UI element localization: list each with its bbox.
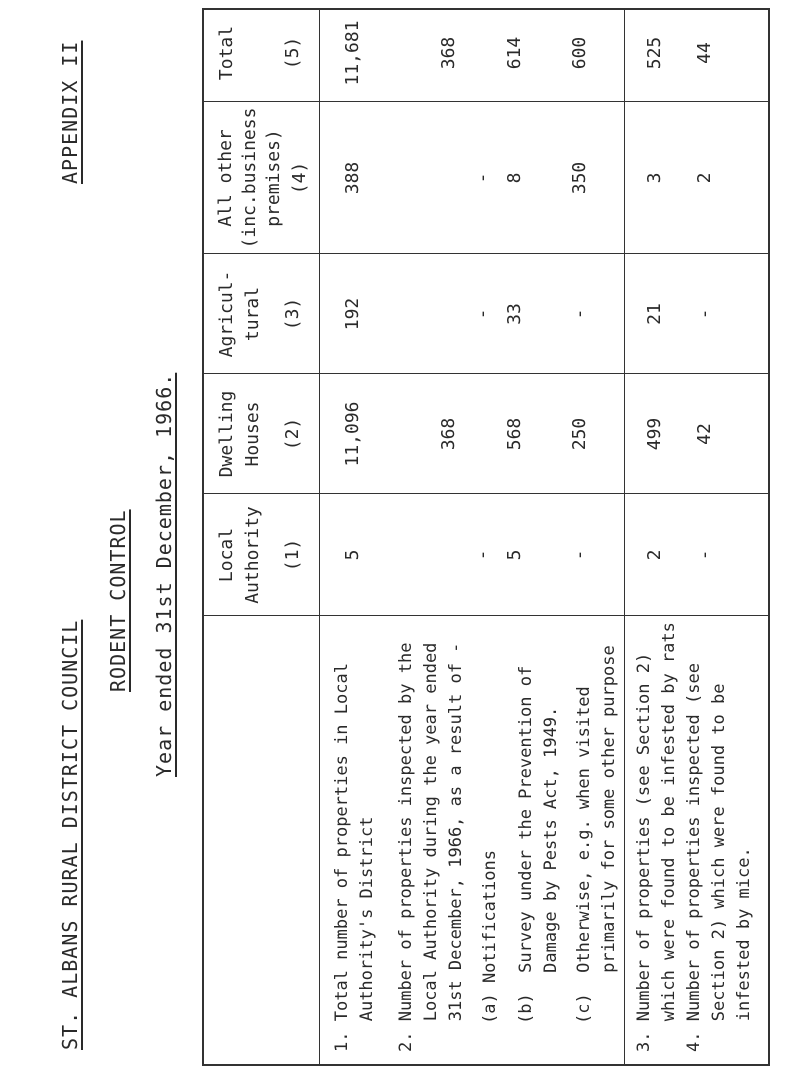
row-2-description: 2. Number of properties inspected by the Local Authority during the year ended 31st December, 1966, as a result of -	[396, 642, 466, 1052]
column-header-all-other: All other (inc.business premises) (4)	[215, 107, 310, 249]
council-title: ST. ALBANS RURAL DISTRICT COUNCIL	[58, 619, 82, 1050]
row-2a-agricultural: -	[472, 308, 493, 320]
row-4-description: 4. Number of properties inspected (see Section 2) which were found to be infested by mice.	[684, 663, 754, 1052]
appendix-label: APPENDIX II	[58, 40, 82, 184]
section-subtitle: RODENT CONTROL	[106, 509, 130, 692]
row-1-local-authority: 5	[342, 549, 363, 561]
column-header-total: Total (5)	[216, 25, 303, 81]
row-2c-local-authority: -	[569, 549, 590, 561]
column-divider	[204, 101, 768, 102]
column-header-dwelling-houses: Dwelling Houses (2)	[216, 390, 303, 478]
row-2a-description: (a) Notifications	[480, 850, 500, 1024]
row-2c-description: (c) Otherwise, e.g. when visited primarily for some other purpose	[574, 645, 619, 1024]
row-1-dwelling-houses: 11,096	[342, 401, 363, 467]
row-4-local-authority: -	[694, 549, 715, 561]
row-4-total: 44	[694, 42, 715, 64]
row-3-all-other: 3	[644, 172, 665, 184]
row-2b-local-authority: 5	[504, 549, 525, 561]
column-divider	[204, 253, 768, 254]
row-4-agricultural: -	[694, 308, 715, 320]
column-divider	[204, 615, 768, 616]
row-2a-all-other: -	[472, 172, 493, 184]
row-3-local-authority: 2	[644, 549, 665, 561]
row-1-all-other: 388	[342, 161, 363, 195]
row-2c-total: 600	[569, 36, 590, 70]
rodent-control-table	[202, 8, 770, 1066]
header-divider	[319, 10, 320, 1064]
row-1-total: 11,681	[342, 20, 363, 86]
column-header-local-authority: Local Authority (1)	[216, 506, 303, 604]
row-2b-all-other: 8	[504, 172, 525, 184]
row-3-agricultural: 21	[644, 303, 665, 325]
row-3-total: 525	[644, 36, 665, 70]
row-2a-local-authority: -	[472, 549, 493, 561]
row-3-description: 3. Number of properties (see Section 2) which were found to be infested by rats	[634, 622, 679, 1052]
row-1-agricultural: 192	[342, 297, 363, 331]
year-ended-line: Year ended 31st December, 1966.	[152, 372, 176, 777]
column-divider	[204, 493, 768, 494]
row-2a-dwelling-houses: 368	[438, 417, 459, 451]
row-2a-total: 368	[438, 36, 459, 70]
column-header-agricultural: Agricul- tural (3)	[216, 270, 303, 358]
row-1-description: 1. Total number of properties in Local Authority's District	[332, 663, 377, 1052]
row-divider	[624, 10, 625, 1064]
row-2b-description: (b) Survey under the Prevention of Damage by Pests Act, 1949.	[516, 665, 561, 1024]
row-2b-dwelling-houses: 568	[504, 417, 525, 451]
column-divider	[204, 373, 768, 374]
row-2b-agricultural: 33	[504, 303, 525, 325]
row-4-all-other: 2	[694, 172, 715, 184]
row-3-dwelling-houses: 499	[644, 417, 665, 451]
row-2c-agricultural: -	[569, 308, 590, 320]
row-2b-total: 614	[504, 36, 525, 70]
row-2c-dwelling-houses: 250	[569, 417, 590, 451]
row-2c-all-other: 350	[569, 161, 590, 195]
row-4-dwelling-houses: 42	[694, 423, 715, 445]
